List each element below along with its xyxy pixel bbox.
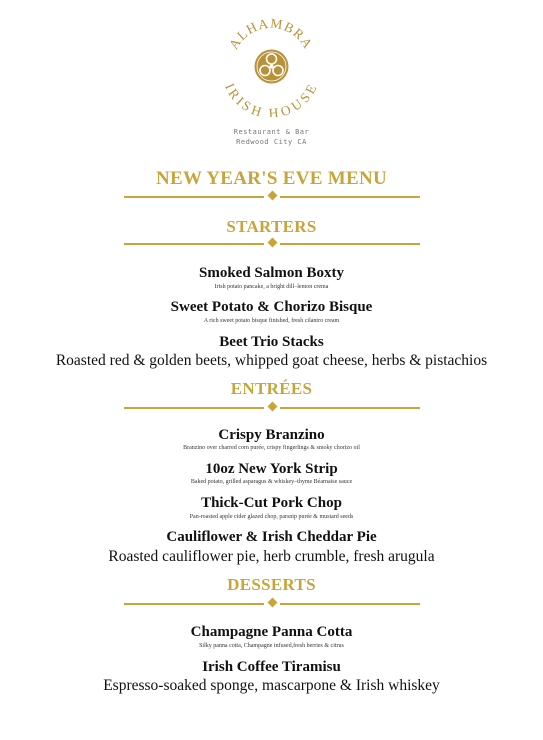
dish-description: A rich sweet potato bisque finished, fresh cilantro cream — [203, 318, 340, 324]
desserts-divider — [124, 599, 420, 609]
menu-title: NEW YEAR'S EVE MENU — [155, 168, 388, 189]
dish-name: Champagne Panna Cotta — [190, 624, 353, 640]
dish-name: Thick-Cut Pork Chop — [201, 495, 342, 511]
dish-description: Espresso-soaked sponge, mascarpone & Irish whiskey — [103, 677, 440, 694]
dish-name: Cauliflower & Irish Cheddar Pie — [166, 529, 377, 545]
tagline-line2: Redwood City CA — [236, 138, 307, 146]
dish-name: Crispy Branzino — [218, 427, 325, 443]
dish-description: Roasted cauliflower pie, herb crumble, fresh arugula — [108, 548, 435, 565]
dish-name: Smoked Salmon Boxty — [198, 265, 345, 281]
section-heading-entrees: ENTRÉES — [230, 379, 313, 398]
tagline-line1: Restaurant & Bar — [233, 128, 310, 136]
dish-description: Irish potato pancake, a bright dill–lemon crema — [214, 284, 329, 290]
dish-description: Pan-roasted apple cider glazed chop, parsnip purée & mustard seeds — [189, 514, 354, 520]
dish-name: 10oz New York Strip — [205, 461, 338, 477]
dish-description: Roasted red & golden beets, whipped goat cheese, herbs & pistachios — [55, 352, 488, 369]
dish-description: Baked potato, grilled asparagus & whiskey–thyme Béarnaise sauce — [190, 479, 353, 485]
dish-description: Branzino over charred corn purée, crispy fingerlings & smoky chorizo oil — [183, 445, 360, 451]
dish-name: Beet Trio Stacks — [219, 334, 324, 350]
section-heading-starters: STARTERS — [226, 217, 317, 236]
entrees-divider — [124, 403, 420, 413]
dish-name: Sweet Potato & Chorizo Bisque — [170, 299, 373, 315]
dish-description: Silky panna cotta, Champagne infused,fresh berries & citrus — [199, 643, 344, 649]
logo-text-top: ALHAMBRA — [225, 16, 317, 52]
dish-name: Irish Coffee Tiramisu — [202, 659, 341, 675]
starters-divider — [124, 239, 420, 249]
logo-text-bottom: IRISH HOUSE — [221, 80, 320, 117]
section-heading-desserts: DESSERTS — [227, 575, 316, 594]
restaurant-logo — [221, 16, 322, 117]
celtic-triskele-icon — [255, 50, 289, 84]
title-divider — [124, 192, 420, 202]
